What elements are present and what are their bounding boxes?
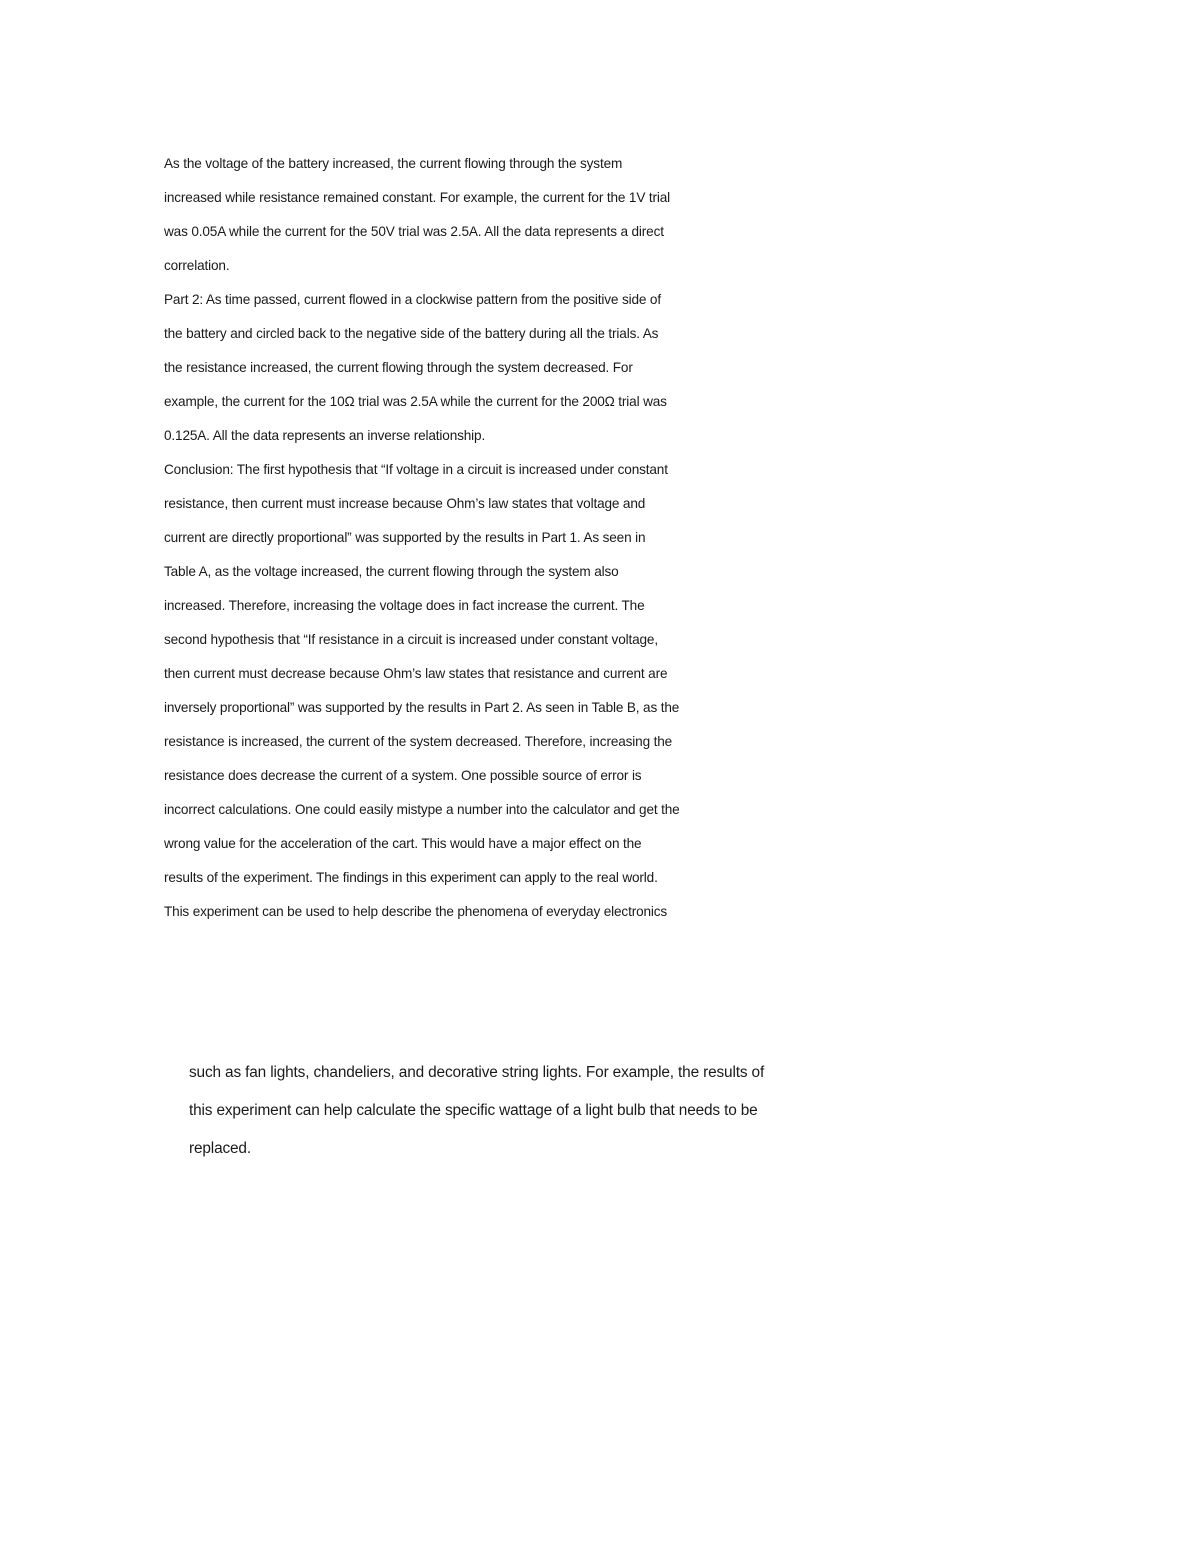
text-line: the resistance increased, the current flowing through the system decreased. For: [164, 360, 633, 375]
text-line: such as fan lights, chandeliers, and decorative string lights. For example, the results of: [189, 1064, 765, 1081]
text-line: resistance does decrease the current of a system. One possible source of error is: [164, 768, 642, 783]
text-line: Part 2: As time passed, current flowed in a clockwise pattern from the positive side of: [164, 292, 661, 307]
text-line: Table A, as the voltage increased, the current flowing through the system also: [164, 564, 619, 579]
text-line: was 0.05A while the current for the 50V trial was 2.5A. All the data represents a direct: [164, 224, 664, 239]
text-line: results of the experiment. The findings in this experiment can apply to the real world.: [164, 870, 658, 885]
text-line: second hypothesis that “If resistance in a circuit is increased under constant voltage,: [164, 632, 658, 647]
text-line: this experiment can help calculate the specific wattage of a light bulb that needs to be: [189, 1102, 758, 1119]
text-line: incorrect calculations. One could easily mistype a number into the calculator and get the: [164, 802, 680, 817]
text-line: the battery and circled back to the negative side of the battery during all the trials. As: [164, 326, 659, 341]
text-line: current are directly proportional” was supported by the results in Part 1. As seen in: [164, 530, 646, 545]
text-line: resistance, then current must increase because Ohm’s law states that voltage and: [164, 496, 646, 511]
text-line: inversely proportional” was supported by the results in Part 2. As seen in Table B, as the: [164, 700, 680, 715]
text-line: correlation.: [164, 258, 230, 273]
text-line: As the voltage of the battery increased, the current flowing through the system: [164, 156, 623, 171]
text-line: resistance is increased, the current of the system decreased. Therefore, increasing the: [164, 734, 673, 749]
continued-text-block: [189, 1055, 764, 1169]
text-line: This experiment can be used to help describe the phenomena of everyday electronics: [164, 904, 668, 919]
main-text-block: [164, 150, 680, 932]
text-line: increased while resistance remained constant. For example, the current for the 1V trial: [164, 190, 671, 205]
text-line: then current must decrease because Ohm’s law states that resistance and current are: [164, 666, 668, 681]
text-line: example, the current for the 10Ω trial was 2.5A while the current for the 200Ω trial was: [164, 394, 667, 409]
text-line: wrong value for the acceleration of the cart. This would have a major effect on the: [164, 836, 642, 851]
text-line: increased. Therefore, increasing the voltage does in fact increase the current. The: [164, 598, 645, 613]
text-line: Conclusion: The first hypothesis that “If voltage in a circuit is increased under constant: [164, 462, 668, 477]
text-line: 0.125A. All the data represents an inverse relationship.: [164, 428, 486, 443]
text-line: replaced.: [189, 1140, 251, 1157]
